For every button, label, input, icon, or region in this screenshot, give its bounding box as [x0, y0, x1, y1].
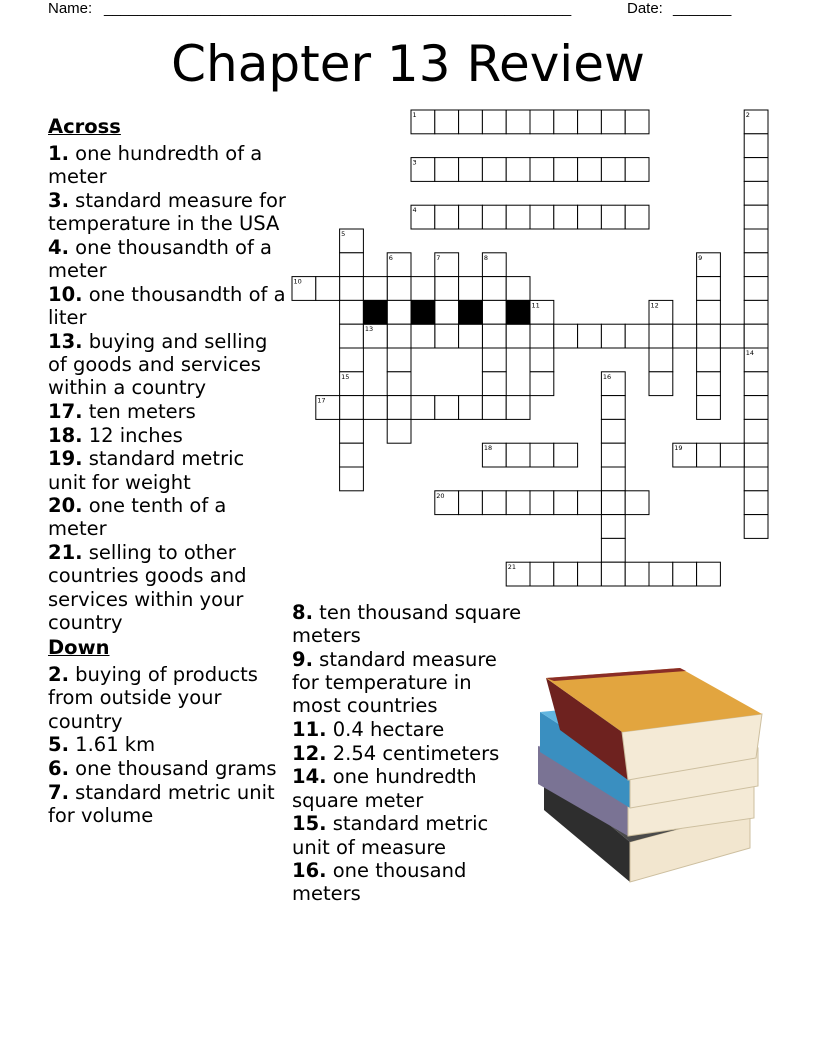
crossword-cell[interactable] — [506, 324, 530, 348]
clue-number: 1. — [48, 142, 69, 166]
crossword-cell[interactable] — [340, 253, 364, 277]
cell-number-label: 20 — [436, 491, 445, 500]
clue-item — [48, 781, 288, 827]
crossword-cell[interactable] — [435, 324, 459, 348]
crossword-cell[interactable] — [387, 372, 411, 396]
crossword-cell[interactable] — [744, 300, 768, 324]
clue-number: 14. — [292, 765, 327, 789]
crossword-cell[interactable] — [601, 110, 625, 134]
crossword-cell[interactable] — [744, 396, 768, 420]
crossword-cell[interactable] — [340, 300, 364, 324]
crossword-cell[interactable] — [744, 253, 768, 277]
name-label: Name: — [48, 0, 93, 17]
crossword-cell[interactable] — [530, 110, 554, 134]
clue-item — [48, 189, 288, 235]
clue-number: 8. — [292, 601, 313, 624]
down-clue-list-continued — [292, 601, 524, 906]
blocked-cell — [506, 300, 530, 324]
crossword-cell[interactable] — [625, 491, 649, 515]
clue-number: 7. — [48, 780, 69, 804]
crossword-cell[interactable] — [506, 277, 530, 301]
clue-text: one hundredth of a meter — [48, 142, 263, 189]
clue-text: one thousand meters — [292, 859, 467, 906]
crossword-cell[interactable] — [744, 134, 768, 158]
clue-item — [292, 859, 524, 905]
crossword-cell[interactable] — [601, 205, 625, 229]
crossword-cell[interactable] — [435, 300, 459, 324]
crossword-cell[interactable] — [601, 158, 625, 182]
crossword-cell[interactable] — [744, 443, 768, 467]
cell-number-label: 17 — [317, 396, 326, 405]
crossword-cell[interactable] — [340, 229, 364, 253]
crossword-cell[interactable] — [697, 300, 721, 324]
cell-number-label: 9 — [698, 253, 703, 262]
crossword-cell[interactable] — [744, 491, 768, 515]
cell-number-label: 14 — [745, 349, 754, 357]
clue-text: standard metric unit for volume — [48, 780, 275, 827]
crossword-cell[interactable] — [697, 277, 721, 301]
cell-number-label: 15 — [341, 372, 350, 381]
crossword-cell[interactable] — [697, 253, 721, 277]
clue-item — [292, 648, 524, 718]
clue-text: buying of products from outside your country — [48, 663, 258, 733]
crossword-cell[interactable] — [744, 467, 768, 491]
cell-number-label: 16 — [602, 372, 612, 381]
crossword-cell[interactable] — [601, 372, 625, 396]
crossword-cell[interactable] — [554, 443, 578, 467]
crossword-cell[interactable] — [316, 277, 340, 301]
cell-number-label: 11 — [531, 301, 540, 310]
crossword-cell[interactable] — [435, 491, 459, 515]
clue-text: one thousandth of a liter — [48, 282, 286, 330]
crossword-cell[interactable] — [578, 158, 602, 182]
crossword-cell[interactable] — [697, 348, 721, 372]
crossword-cell[interactable] — [697, 372, 721, 396]
crossword-cell[interactable] — [482, 324, 506, 348]
clue-item — [48, 541, 288, 634]
clue-text: ten thousand square meters — [292, 601, 522, 648]
clue-item — [48, 424, 288, 447]
clue-number: 12. — [292, 741, 327, 765]
crossword-cell[interactable] — [649, 372, 673, 396]
clue-text: standard metric unit for weight — [48, 447, 245, 494]
crossword-cell[interactable] — [530, 348, 554, 372]
cell-number-label: 3 — [412, 158, 417, 167]
clue-item — [48, 236, 288, 282]
blocked-cell — [411, 300, 435, 324]
clue-text: selling to other countries goods and services within your country — [48, 541, 247, 634]
clue-item — [48, 447, 288, 493]
crossword-cell[interactable] — [387, 419, 411, 443]
crossword-cell[interactable] — [601, 538, 625, 562]
crossword-cell[interactable] — [340, 396, 364, 420]
crossword-cell[interactable] — [649, 348, 673, 372]
clue-item — [48, 283, 288, 329]
crossword-cell[interactable] — [554, 562, 578, 586]
date-label: Date: — [627, 0, 663, 17]
crossword-cell[interactable] — [387, 324, 411, 348]
crossword-cell[interactable] — [411, 396, 435, 420]
crossword-cell[interactable] — [578, 205, 602, 229]
crossword-cell[interactable] — [744, 229, 768, 253]
crossword-cell[interactable] — [506, 562, 530, 586]
crossword-cell[interactable] — [530, 300, 554, 324]
crossword-cell[interactable] — [578, 324, 602, 348]
crossword-cell[interactable] — [482, 443, 506, 467]
crossword-cell[interactable] — [435, 277, 459, 301]
crossword-cell[interactable] — [744, 277, 768, 301]
crossword-cell[interactable] — [578, 562, 602, 586]
crossword-cell[interactable] — [340, 324, 364, 348]
crossword-cell[interactable] — [601, 443, 625, 467]
cell-number-label: 4 — [412, 206, 417, 215]
crossword-cell[interactable] — [554, 158, 578, 182]
crossword-cell[interactable] — [744, 158, 768, 182]
crossword-cell[interactable] — [482, 372, 506, 396]
crossword-cell[interactable] — [506, 396, 530, 420]
crossword-cell[interactable] — [530, 372, 554, 396]
books-stack-illustration — [530, 660, 770, 900]
clue-number: 18. — [48, 423, 83, 447]
crossword-cell[interactable] — [340, 419, 364, 443]
clue-text: 12 inches — [82, 423, 183, 447]
cell-number-label: 6 — [388, 253, 393, 262]
clue-item — [48, 663, 288, 733]
crossword-cell[interactable] — [625, 110, 649, 134]
crossword-cell[interactable] — [387, 253, 411, 277]
clue-item — [48, 757, 288, 780]
crossword-cell[interactable] — [482, 110, 506, 134]
crossword-cell[interactable] — [482, 205, 506, 229]
crossword-cell[interactable] — [482, 277, 506, 301]
crossword-cell[interactable] — [744, 348, 768, 372]
crossword-cell[interactable] — [387, 348, 411, 372]
crossword-cell[interactable] — [530, 491, 554, 515]
crossword-cell[interactable] — [482, 158, 506, 182]
crossword-cell[interactable] — [506, 158, 530, 182]
clue-item — [292, 812, 524, 858]
clue-number: 20. — [48, 494, 83, 518]
crossword-cell[interactable] — [459, 110, 483, 134]
crossword-cell[interactable] — [435, 205, 459, 229]
crossword-cell[interactable] — [482, 491, 506, 515]
crossword-cell[interactable] — [387, 396, 411, 420]
clue-item — [48, 400, 288, 423]
crossword-cell[interactable] — [411, 158, 435, 182]
crossword-cell[interactable] — [411, 324, 435, 348]
crossword-cell[interactable] — [435, 158, 459, 182]
crossword-cell[interactable] — [649, 300, 673, 324]
crossword-cell[interactable] — [435, 110, 459, 134]
clue-text: one tenth of a meter — [48, 494, 227, 541]
crossword-cell[interactable] — [459, 205, 483, 229]
crossword-cell[interactable] — [316, 396, 340, 420]
clue-item — [292, 765, 524, 811]
crossword-cell[interactable] — [363, 324, 387, 348]
crossword-cell[interactable] — [673, 562, 697, 586]
crossword-cell[interactable] — [459, 491, 483, 515]
clue-text: standard measure for temperature in the USA — [48, 189, 286, 236]
crossword-cell[interactable] — [601, 419, 625, 443]
crossword-cell[interactable] — [601, 467, 625, 491]
clues-right-column — [292, 601, 524, 906]
crossword-cell[interactable] — [387, 300, 411, 324]
crossword-cell[interactable] — [625, 324, 649, 348]
clue-number: 21. — [48, 541, 83, 565]
crossword-cell[interactable] — [387, 277, 411, 301]
crossword-cell[interactable] — [340, 348, 364, 372]
crossword-cell[interactable] — [601, 515, 625, 539]
crossword-cell[interactable] — [673, 324, 697, 348]
blocked-cell — [459, 300, 483, 324]
crossword-cell[interactable] — [697, 562, 721, 586]
down-clue-list — [48, 663, 288, 827]
clue-number: 2. — [48, 663, 69, 687]
clues-left-column — [48, 115, 288, 828]
crossword-cell[interactable] — [649, 562, 673, 586]
crossword-cell[interactable] — [482, 300, 506, 324]
crossword-cell[interactable] — [482, 348, 506, 372]
crossword-cell[interactable] — [459, 158, 483, 182]
clue-text: 1.61 km — [68, 733, 156, 757]
clue-number: 15. — [292, 812, 327, 836]
clue-number: 17. — [48, 399, 83, 423]
crossword-cell[interactable] — [554, 324, 578, 348]
crossword-cell[interactable] — [530, 205, 554, 229]
cell-number-label: 21 — [507, 563, 516, 572]
name-input-line[interactable]: ________________________________________________________ — [104, 0, 572, 17]
cell-number-label: 18 — [483, 444, 493, 453]
crossword-cell[interactable] — [340, 372, 364, 396]
across-clue-list — [48, 142, 288, 634]
crossword-cell[interactable] — [697, 324, 721, 348]
crossword-cell[interactable] — [459, 324, 483, 348]
cell-number-label: 2 — [745, 111, 750, 119]
crossword-cell[interactable] — [506, 491, 530, 515]
cell-number-label: 8 — [483, 253, 489, 262]
crossword-cell[interactable] — [363, 277, 387, 301]
crossword-cell[interactable] — [411, 205, 435, 229]
crossword-cell[interactable] — [506, 443, 530, 467]
page-title: Chapter 13 Review — [171, 35, 645, 93]
crossword-cell[interactable] — [720, 324, 744, 348]
crossword-cell[interactable] — [554, 491, 578, 515]
crossword-cell[interactable] — [363, 396, 387, 420]
crossword-cell[interactable] — [601, 562, 625, 586]
crossword-cell[interactable] — [340, 277, 364, 301]
crossword-cell[interactable] — [292, 277, 316, 301]
crossword-cell[interactable] — [744, 515, 768, 539]
crossword-cell[interactable] — [625, 158, 649, 182]
crossword-cell[interactable] — [435, 253, 459, 277]
crossword-cell[interactable] — [459, 396, 483, 420]
clue-text: standard metric unit of measure — [292, 812, 489, 859]
crossword-cell[interactable] — [530, 562, 554, 586]
crossword-cell[interactable] — [482, 253, 506, 277]
crossword-cell[interactable] — [601, 396, 625, 420]
clue-item — [48, 330, 288, 400]
cell-number-label: 12 — [650, 301, 659, 310]
clue-number: 10. — [48, 282, 83, 306]
across-heading: Across — [48, 115, 121, 138]
crossword-cell[interactable] — [625, 562, 649, 586]
clue-item — [48, 494, 288, 540]
clue-item — [48, 142, 288, 188]
clue-item — [292, 601, 524, 647]
crossword-cell[interactable] — [744, 419, 768, 443]
clue-item — [292, 718, 524, 741]
crossword-cell[interactable] — [601, 324, 625, 348]
crossword-cell[interactable] — [506, 205, 530, 229]
clue-text: one hundredth square meter — [292, 765, 477, 812]
crossword-cell[interactable] — [578, 491, 602, 515]
cell-number-label: 19 — [674, 444, 683, 453]
crossword-cell[interactable] — [744, 372, 768, 396]
crossword-cell[interactable] — [530, 158, 554, 182]
crossword-cell[interactable] — [744, 205, 768, 229]
crossword-cell[interactable] — [625, 205, 649, 229]
clue-item — [292, 742, 524, 765]
crossword-cell[interactable] — [530, 324, 554, 348]
crossword-cell[interactable] — [411, 110, 435, 134]
clue-text: one thousandth of a meter — [48, 236, 272, 283]
clue-number: 6. — [48, 756, 69, 780]
crossword-cell[interactable] — [530, 443, 554, 467]
clue-number: 19. — [48, 447, 83, 471]
crossword-cell[interactable] — [435, 396, 459, 420]
crossword-cell[interactable] — [744, 324, 768, 348]
crossword-cell[interactable] — [459, 277, 483, 301]
cell-number-label: 10 — [293, 277, 302, 286]
crossword-cell[interactable] — [340, 443, 364, 467]
clue-number: 5. — [48, 733, 69, 757]
crossword-cell[interactable] — [744, 110, 768, 134]
crossword-cell[interactable] — [744, 181, 768, 205]
cell-number-label: 13 — [364, 325, 374, 334]
blocked-cell — [363, 300, 387, 324]
crossword-cell[interactable] — [554, 205, 578, 229]
clue-text: buying and selling of goods and services within a country — [48, 329, 268, 400]
clue-text: ten meters — [82, 399, 196, 423]
clue-number: 9. — [292, 647, 313, 671]
crossword-cell[interactable] — [411, 277, 435, 301]
clue-text: 2.54 centimeters — [326, 741, 500, 765]
clue-number: 4. — [48, 236, 69, 260]
crossword-cell[interactable] — [649, 324, 673, 348]
crossword-cell[interactable] — [554, 110, 578, 134]
cell-number-label: 5 — [341, 230, 346, 238]
clue-item — [48, 733, 288, 756]
crossword-cell[interactable] — [697, 443, 721, 467]
clue-text: one thousand grams — [68, 756, 277, 780]
clue-text: 0.4 hectare — [326, 718, 445, 742]
date-input-line[interactable]: _______ — [673, 0, 732, 17]
down-heading: Down — [48, 635, 110, 659]
crossword-cell[interactable] — [578, 110, 602, 134]
cell-number-label: 7 — [436, 253, 441, 262]
clue-number: 11. — [292, 718, 327, 742]
clue-number: 16. — [292, 859, 327, 883]
crossword-cell[interactable] — [697, 396, 721, 420]
crossword-cell[interactable] — [506, 110, 530, 134]
cell-number-label: 1 — [412, 111, 417, 119]
crossword-cell[interactable] — [482, 396, 506, 420]
crossword-cell[interactable] — [340, 467, 364, 491]
crossword-cell[interactable] — [720, 443, 744, 467]
clue-text: standard measure for temperature in most countries — [292, 647, 497, 718]
crossword-cell[interactable] — [673, 443, 697, 467]
clue-number: 13. — [48, 329, 83, 353]
clue-number: 3. — [48, 189, 69, 213]
crossword-cell[interactable] — [601, 491, 625, 515]
